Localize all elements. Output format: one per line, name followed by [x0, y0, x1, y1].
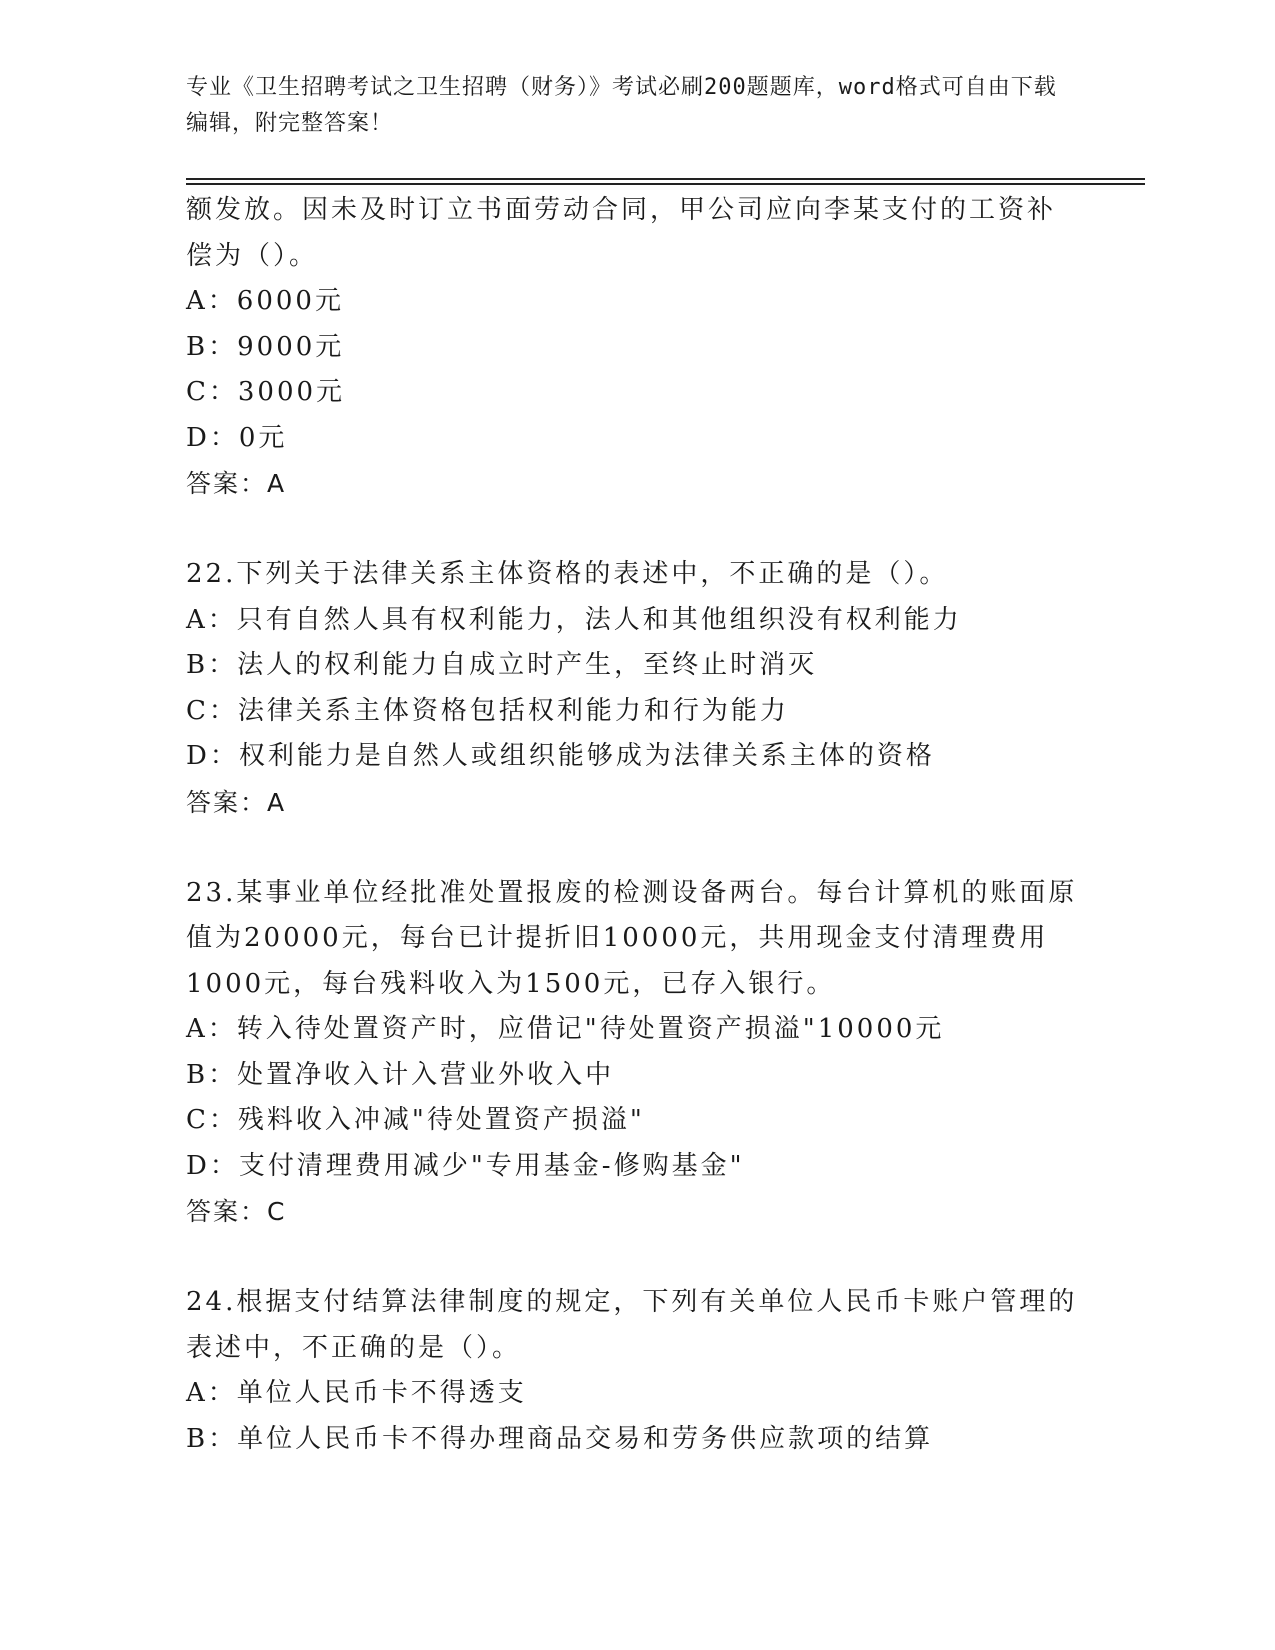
question-stem-line: 23.某事业单位经批准处置报废的检测设备两台。每台计算机的账面原 [186, 877, 1078, 908]
question-stem-line: 24.根据支付结算法律制度的规定，下列有关单位人民币卡账户管理的 [186, 1287, 1078, 1317]
question-list [186, 188, 1086, 1462]
option-c: C：法律关系主体资格包括权利能力和行为能力 [186, 695, 789, 726]
option-a: A：只有自然人具有权利能力，法人和其他组织没有权利能力 [186, 604, 962, 635]
option-b: B：9000元 [186, 331, 345, 362]
option-b: B：处置净收入计入营业外收入中 [186, 1059, 615, 1090]
option-a: A：单位人民币卡不得透支 [186, 1378, 527, 1408]
question-24 [186, 1280, 1086, 1462]
question-23 [186, 871, 1086, 1235]
answer-label: 答案：A [186, 469, 287, 498]
option-b: B：单位人民币卡不得办理商品交易和劳务供应款项的结算 [186, 1423, 934, 1454]
option-d: D：0元 [186, 422, 288, 453]
option-d: D：权利能力是自然人或组织能够成为法律关系主体的资格 [186, 741, 935, 771]
answer-label: 答案：A [186, 787, 287, 817]
option-d: D：支付清理费用减少"专用基金-修购基金" [186, 1150, 745, 1181]
question-22 [186, 552, 1086, 825]
document-header: 专业《卫生招聘考试之卫生招聘（财务）》考试必刷200题题库，word格式可自由下载编辑，附完整答案！ [186, 75, 1057, 136]
option-c: C：3000元 [186, 377, 346, 407]
question-stem-line: 1000元，每台残料收入为1500元，已存入银行。 [186, 968, 836, 999]
spacer [186, 1235, 1086, 1281]
question-21 [186, 188, 1086, 507]
question-stem-line: 表述中，不正确的是（）。 [186, 1332, 522, 1363]
question-stem-line: 22.下列关于法律关系主体资格的表述中，不正确的是（）。 [186, 559, 949, 589]
header-divider-top [186, 178, 1145, 180]
question-stem-line: 偿为（）。 [186, 240, 319, 271]
option-b: B：法人的权利能力自成立时产生，至终止时消灭 [186, 650, 818, 680]
spacer [186, 825, 1086, 871]
answer-label: 答案：C [186, 1197, 287, 1226]
option-c: C：残料收入冲减"待处置资产损溢" [186, 1105, 645, 1135]
question-stem-line: 值为20000元，每台已计提折旧10000元，共用现金支付清理费用 [186, 923, 1049, 953]
option-a: A：6000元 [186, 286, 344, 316]
question-stem-line: 额发放。因未及时订立书面劳动合同，甲公司应向李某支付的工资补 [186, 195, 1057, 225]
spacer [186, 507, 1086, 553]
header-divider-bottom [186, 183, 1145, 185]
option-a: A：转入待处置资产时，应借记"待处置资产损溢"10000元 [186, 1014, 945, 1044]
